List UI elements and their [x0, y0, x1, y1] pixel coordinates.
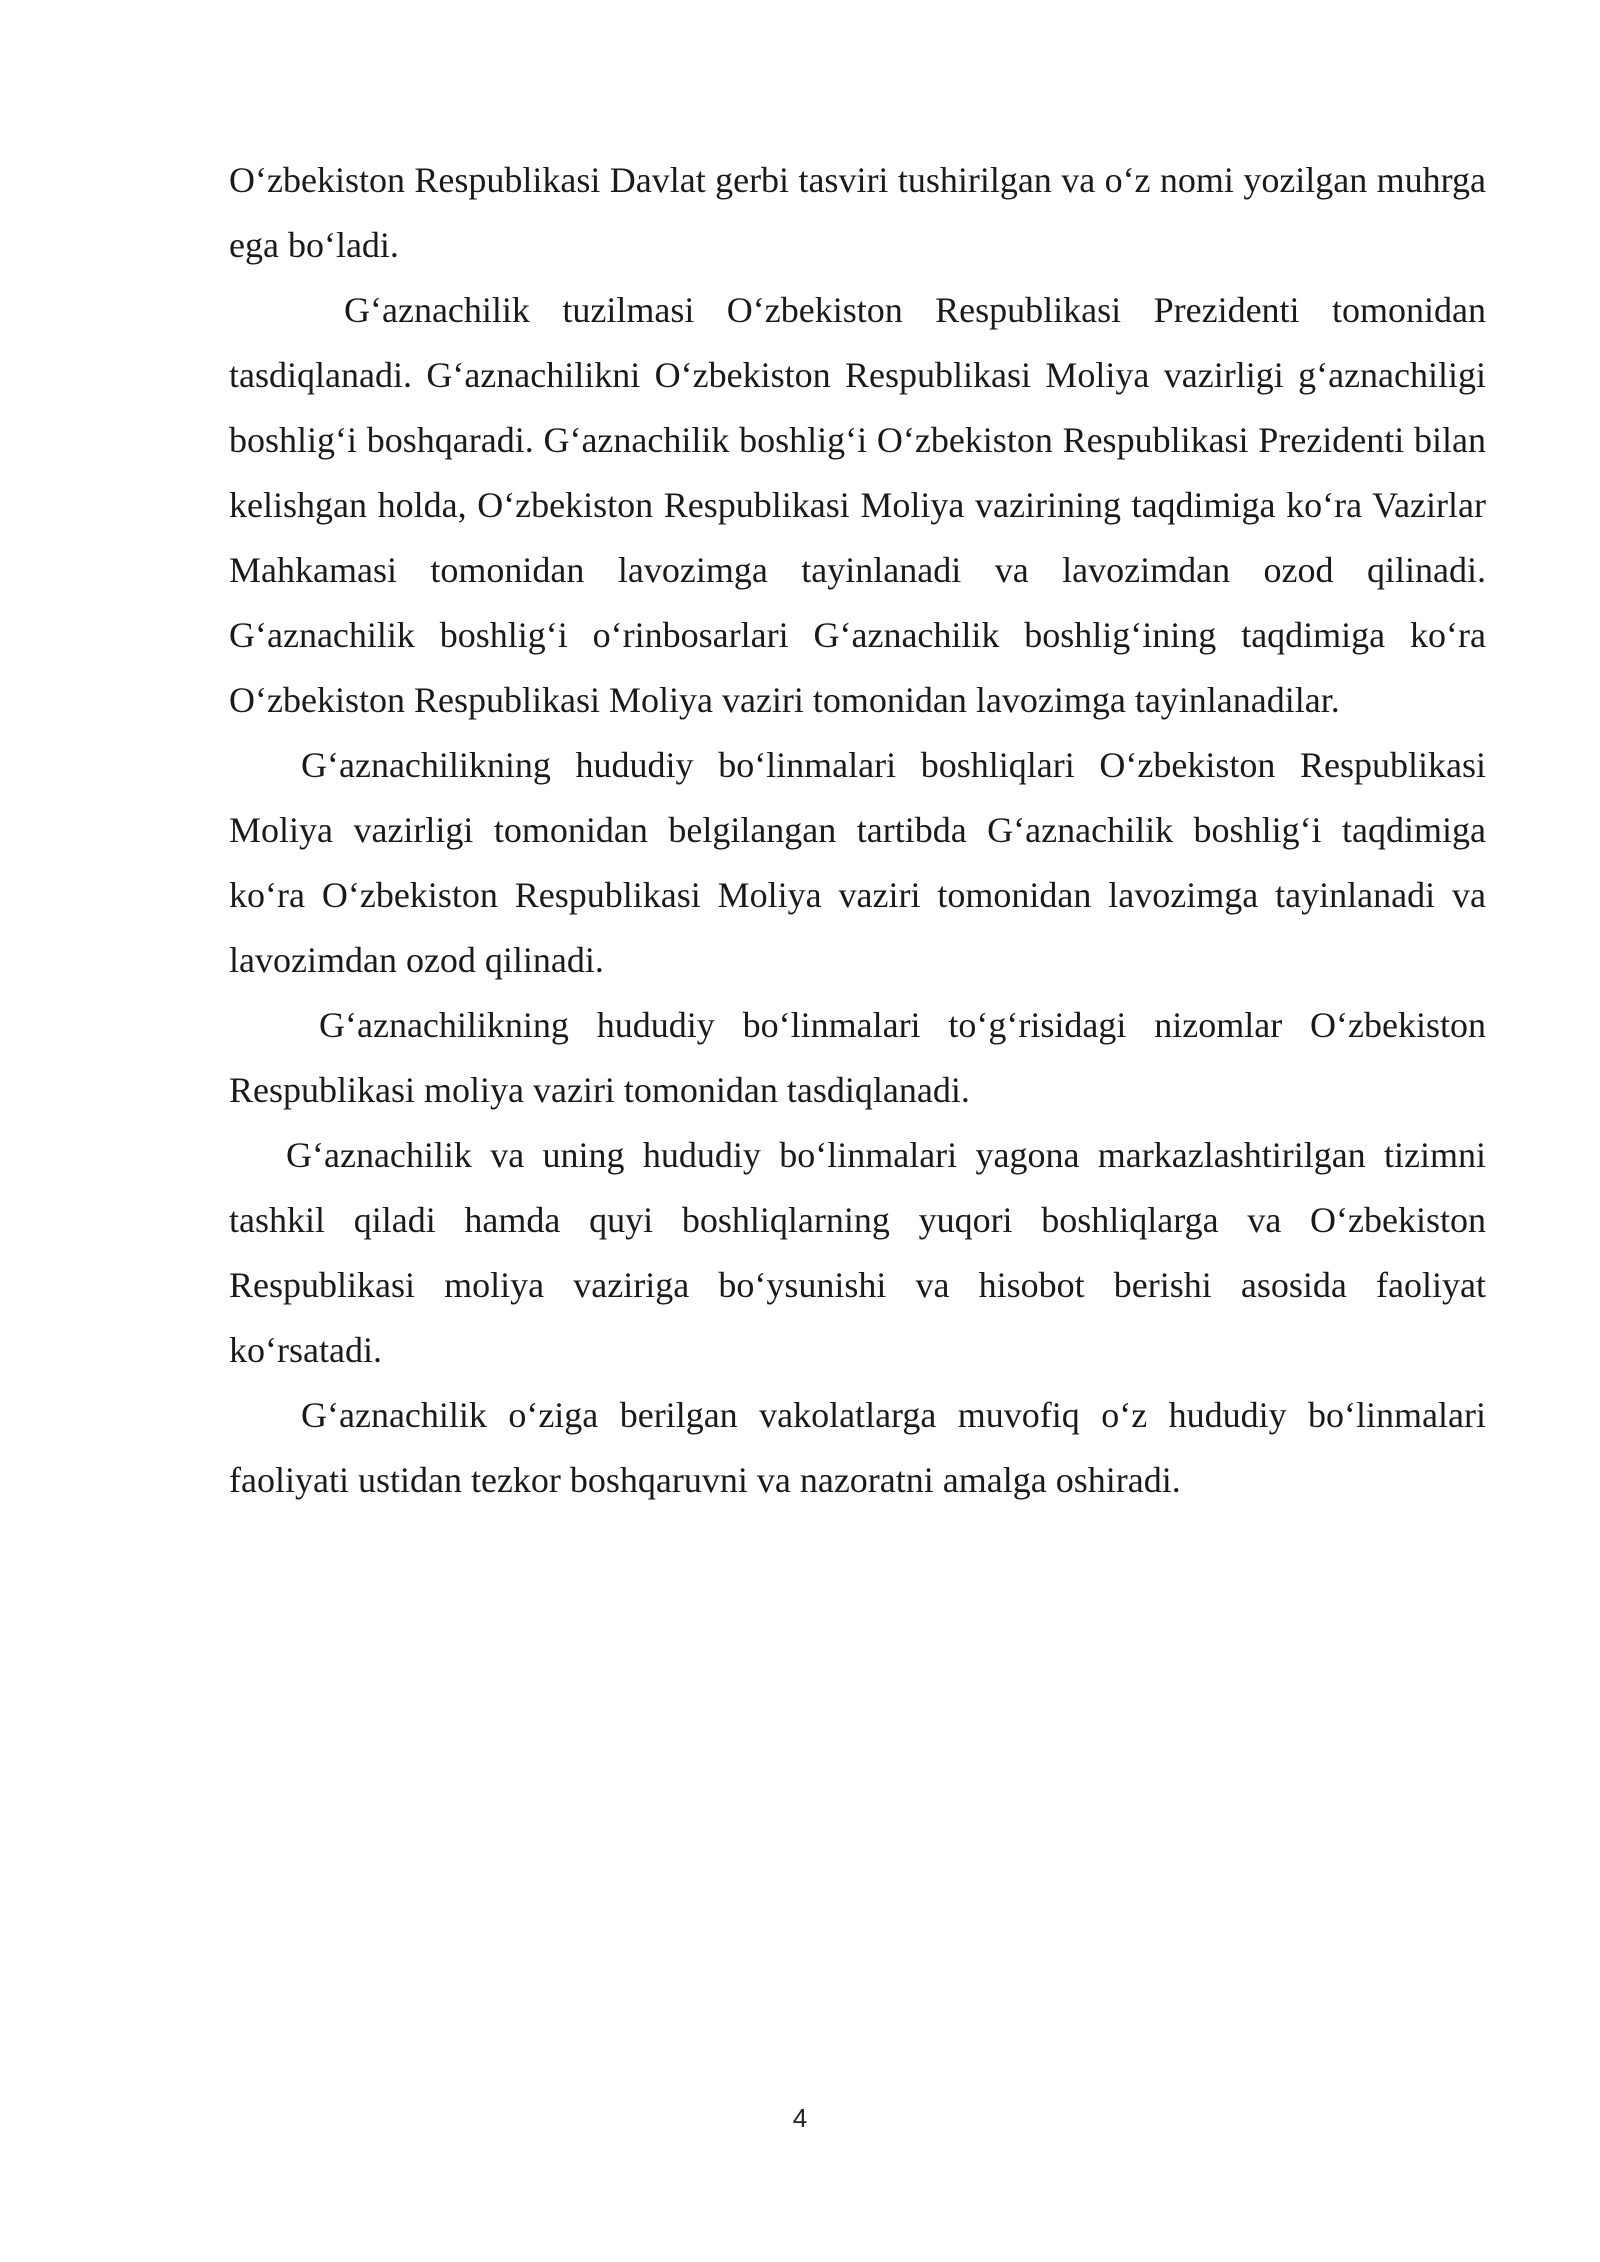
- page-number: 4: [792, 2103, 808, 2133]
- body-text: [229, 148, 1486, 1513]
- paragraph: O‘zbekiston Respublikasi Davlat gerbi tasviri tushirilgan va o‘z nomi yozilgan muhrga ega bo‘ladi.: [229, 160, 1486, 265]
- paragraph: G‘aznachilikning hududiy bo‘linmalari boshliqlari O‘zbekiston Respublikasi Moliya vazirligi tomonidan belgilangan tartibda G‘aznachilik boshlig‘i taqdimiga ko‘ra O‘zbekiston Respublikasi Moliya vaziri tomonidan lavozimga tayinlanadi va lavozimdan ozod qilinadi.: [229, 745, 1486, 980]
- paragraph: G‘aznachilik va uning hududiy bo‘linmalari yagona markazlashtirilgan tizimni tashkil qiladi hamda quyi boshliqlarning yuqori boshliqlarga va O‘zbekiston Respublikasi moliya vaziriga bo‘ysunishi va hisobot berishi asosida faoliyat ko‘rsatadi.: [229, 1135, 1486, 1370]
- paragraph: G‘aznachilik o‘ziga berilgan vakolatlarga muvofiq o‘z hududiy bo‘linmalari faoliyati ustidan tezkor boshqaruvni va nazoratni amalga oshiradi.: [229, 1395, 1486, 1500]
- paragraph: G‘aznachilikning hududiy bo‘linmalari to‘g‘risidagi nizomlar O‘zbekiston Respublikasi moliya vaziri tomonidan tasdiqlanadi.: [229, 1005, 1486, 1110]
- paragraph: G‘aznachilik tuzilmasi O‘zbekiston Respublikasi Prezidenti tomonidan tasdiqlanadi. G‘aznachilikni O‘zbekiston Respublikasi Moliya vazirligi g‘aznachiligi boshlig‘i boshqaradi. G‘aznachilik boshlig‘i O‘zbekiston Respublikasi Prezidenti bilan kelishgan holda, O‘zbekiston Respublikasi Moliya vazirining taqdimiga ko‘ra Vazirlar Mahkamasi tomonidan lavozimga tayinlanadi va lavozimdan ozod qilinadi. G‘aznachilik boshlig‘i o‘rinbosarlari G‘aznachilik boshlig‘ining taqdimiga ko‘ra O‘zbekiston Respublikasi Moliya vaziri tomonidan lavozimga tayinlanadilar.: [229, 290, 1486, 720]
